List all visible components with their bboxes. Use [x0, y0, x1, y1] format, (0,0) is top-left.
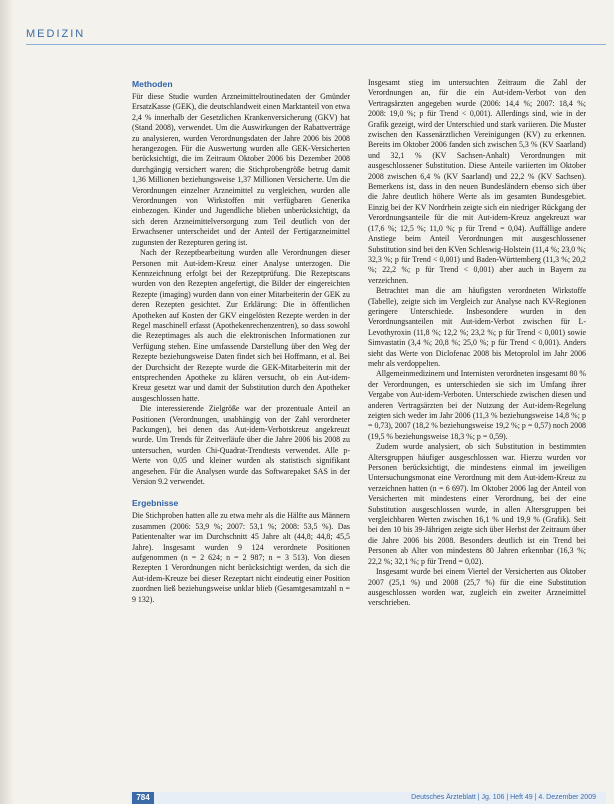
results-paragraph: Zudem wurde analysiert, ob sich Substitution in bestimmten Altersgruppen häufiger ausgeschlossen war. Hierzu wurden vor Personen berücksichtigt, die mindestens einmal im jeweiligen Untersuchungsmonat eine Verordnung mit dem Aut-idem-Kreuz zu verzeichnen hatten (n = 6 697). Im Oktober 2006 lag der Anteil von Versicherten mit mindestens einer Verordnung, bei der eine Substitution ausgeschlossen wurde, in allen Altersgruppen bei vergleichbaren Werten zwischen 16,1 % und 19,9 % (Grafik). Seit bei den 10 bis 39-Jährigen zeigte sich über Herbst der Zeitraum über die Jahre 2006 bis 2008. Besonders deutlich ist ein Trend bei Personen ab Alter von mindestens 80 Jahren erkennbar (16,3 %; 22,2 %; 32,1 %; p für Trend = 0,02).: [368, 442, 586, 566]
results-heading: Ergebnisse: [132, 498, 179, 509]
left-column: [132, 78, 350, 750]
methods-heading: Methoden: [132, 79, 173, 89]
journal-citation: Deutsches Ärzteblatt | Jg. 106 | Heft 49 | 4. Dezember 2009: [411, 794, 596, 801]
methods-paragraph: Nach der Rezeptbearbeitung wurden alle Verordnungen dieser Personen mit Aut-idem-Kreuz einer Analyse unterzogen. Die Kennzeichnung erfolgt bei der Rezeptprüfung. Die Rezeptscans wurden von den Rezepten angefertigt, die Bilder der eingereichten Rezepte (imaging) wurden dann von einer Mitarbeiterin der GEK zu deren Rezepten gesichtet. Zur Erklärung: Die in öffentlichen Apotheken auf Kosten der GKV eingelösten Rezepte werden in der Regel maschinell erfasst (Apothekenrechenzentren), so dass sowohl die Rezeptimages als auch die elektronischen Informationen zur Verfügung stehen. Eine umfassende Darstellung über den Weg der Rezepte beziehungsweise Daten findet sich bei Hoffmann, et al. Bei der Durchsicht der Rezepte wurde die GEK-Mitarbeiterin mit der entsprechenden Apotheke zu klären versucht, ob ein Aut-idem-Kreuz gesetzt war und damit der Substitution durch den Apotheker ausgeschlossen hatte.: [132, 248, 350, 403]
page-number: 784: [132, 792, 154, 804]
results-paragraph: Insgesamt wurde bei einem Viertel der Versicherten aus Oktober 2007 (25,1 %) und 2008 (25,7 %) für die eine Substitution ausgeschlossen worden war, zugleich ein zweiter Arzneimittel verschrieben.: [368, 567, 586, 608]
results-paragraph: Insgesamt stieg im untersuchten Zeitraum die Zahl der Verordnungen an, für die ein Aut-idem-Verbot von den Vertragsärzten angegeben wurde (2006: 14,4 %; 2007: 18,4 %; 2008: 19,0 %; p für Trend < 0,001). Allerdings sind, wie in der Grafik gezeigt, wird der Unterschied und stark variieren. Die Muster zwischen den Kassenärztlichen Vereinigungen (KV) zu erkennen. Bereits im Oktober 2006 fanden sich zwischen 5,3 % (KV Saarland) und 32,1 % (KV Sachsen-Anhalt) Verordnungen mit ausgeschlossener Substitution. Diese Anteile variierten im Oktober 2008 zwischen 6,4 % (KV Saarland) und 22,2 % (KV Sachsen). Bemerkens ist, dass in den neuen Bundesländern ebenso sich über die Jahre deutlich höhere Werte als im gesamten Bundesgebiet. Einzig bei der KV Nordrhein zeigte sich ein niedriger Rückgang der Verordnungsanteile für die mit Aut-idem-Kreuz angekreuzt war (17,6 %; 12,5 %; 11,0 %; p für Trend = 0,04). Auffällige andere Anstiege beim Anteil Verordnungen mit ausgeschlossener Substitution sind bei den KVen Schleswig-Holstein (11,4 %; 23,0 %; 32,3 %; p für Trend < 0,001) und Baden-Württemberg (11,3 %; 20,2 %; 22,2 %; p für Trend < 0,001) aber auch in Bayern zu verzeichnen.: [368, 78, 586, 285]
results-paragraph: Betrachtet man die am häufigsten verordneten Wirkstoffe (Tabelle), zeigte sich im Vergleich zur Analyse nach KV-Regionen geringere Unterschiede. Insbesondere wurden in den Verordnungsanteilen mit Aut-idem-Verbot zwischen für L-Levothyroxin (11,8 %; 12,2 %; 23,2 %; p für Trend < 0,001) sowie Simvastatin (3,4 %; 20,8 %; 25,0 %; p für Trend < 0,001). Anders sieht das Werte von Diclofenac 2008 bis Metoprolol im Jahr 2006 mehr als verdoppelten.: [368, 286, 586, 368]
right-column: [368, 78, 586, 750]
page-gutter-shadow: [0, 0, 14, 804]
header-rule: [26, 44, 606, 45]
section-tag: MEDIZIN: [26, 28, 86, 40]
results-paragraph: Allgemeinmedizinern und Internisten verordneten insgesamt 80 % der Verordnungen, es unterschieden sie sich im Umfang ihrer Vergabe von Aut-idem-Verboten. Unterschiede zwischen diesen und anderen Vertragsärzten bei der Nutzung der Aut-idem-Regelung zeigten sich weder im Jahr 2006 (11,3 % beziehungsweise 14,8 %; p = 0,73), 2007 (18,2 % beziehungsweise 19,2 %; p = 0,57) noch 2008 (19,5 % beziehungsweise 18,3 %; p = 0,59).: [368, 369, 586, 441]
methods-paragraph: Für diese Studie wurden Arzneimittelroutinedaten der Gmünder ErsatzKasse (GEK), die deutschlandweit einen Marktanteil von etwa 2,4 % innerhalb der Gesetzlichen Krankenversicherung (GKV) hat (Stand 2008), verwendet. Um die Auswirkungen der Rabattverträge zu analysieren, wurden Verordnungsdaten der Jahre 2006 bis 2008 herangezogen. Für die Auswertung wurden alle GEK-Versicherten berücksichtigt, die im Zeitraum Oktober 2006 bis Dezember 2008 durchgängig versichert waren; die Stichprobengröße betrug damit 1,36 Millionen beziehungsweise 1,37 Millionen Versicherte. Um die Verordnungen einzelner Arzneimittel zu vergleichen, wurden alle Verordnungen von Wirkstoffen mit verfügbaren Generika einbezogen. Kinder und Jugendliche blieben unberücksichtigt, da sich deren Arzneimittelversorgung zum Teil deutlich von der Erwachsener unterscheidet und der Anteil der Fertigarzneimittel zugunsten der Rezepturen gering ist.: [132, 92, 350, 247]
methods-paragraph: Die interessierende Zielgröße war der prozentuale Anteil an Positionen (Verordnungen, unabhängig von der Zahl verordneter Packungen), bei denen das Aut-idem-Verbotskreuz angekreuzt wurde. Um Trends für Zeitverläufe über die Jahre 2006 bis 2008 zu untersuchen, wurden Chi-Quadrat-Trendtests verwendet. Alle p-Werte von 0,05 und kleiner wurden als statistisch signifikant angesehen. Für die Analysen wurde das Softwarepaket SAS in der Version 9.2 verwendet.: [132, 404, 350, 487]
results-paragraph: Die Stichproben hatten alle zu etwa mehr als die Hälfte aus Männern zusammen (2006: 53,9 %; 2007: 53,1 %; 2008: 53,5 %). Das Patientenalter war im Durchschnitt 45 Jahre alt (44,8; 44,8; 45,5 Jahre). Insgesamt wurden 9 124 verordnete Positionen aufgenommen (n = 2 624; n = 2 987; n = 3 513). Von diesen Rezepten 1 Verordnungen nicht berücksichtigt werden, da sich die Aut-idem-Kreuze bei dieser Rezeptart nicht eindeutig einer Position zuordnen ließ beziehungsweise unklar blieb (Gesamtgesamtzahl n = 9 132).: [132, 511, 350, 604]
